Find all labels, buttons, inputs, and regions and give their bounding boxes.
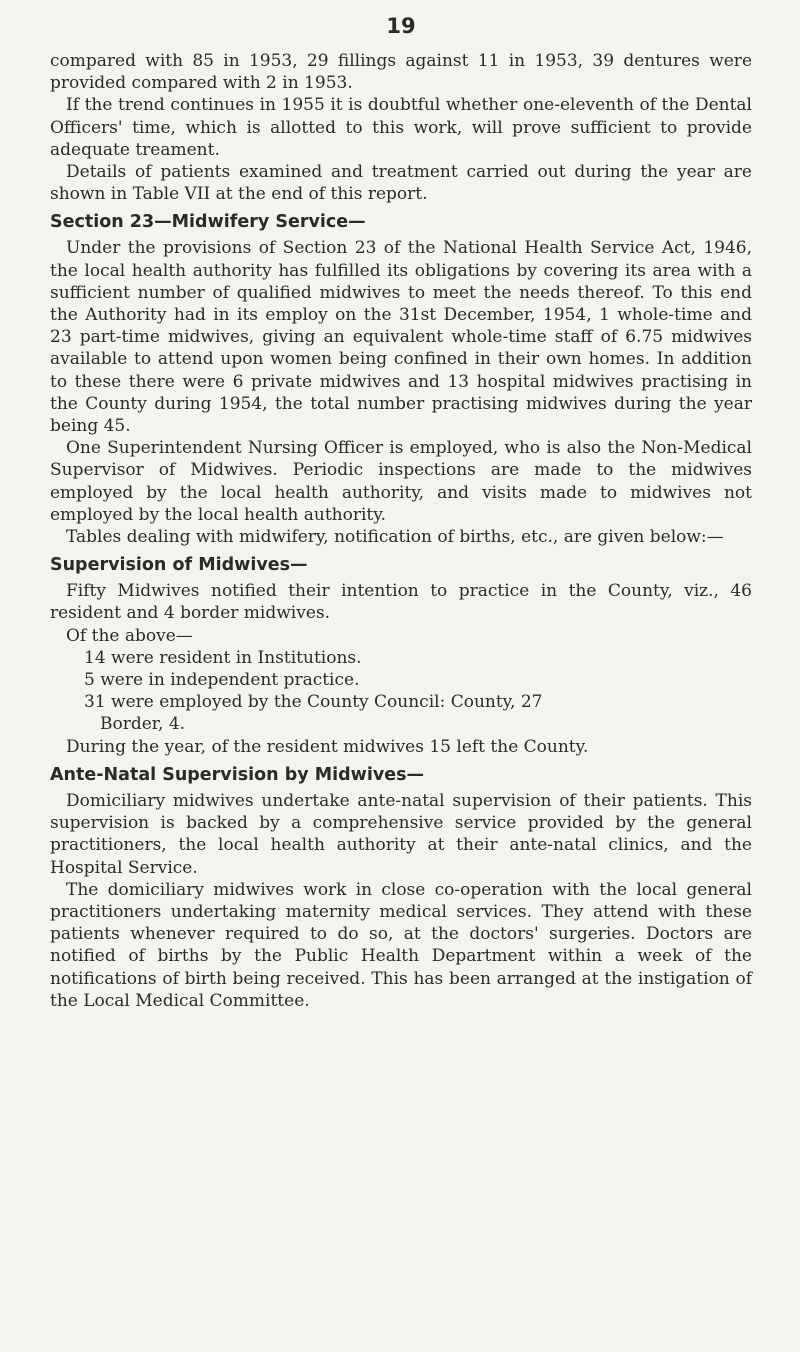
supervision-paragraph-2: Of the above— <box>66 625 193 646</box>
supervision-paragraph-1: Fifty Midwives notified their intention to practice in the County, viz., 46 resident and 4 border midwives. <box>50 581 752 624</box>
section-23-paragraph-1: Under the provisions of Section 23 of the National Health Service Act, 1946, the local health authority has fulfilled its obligations by covering its area with a sufficient number of qualified midwives to meet the needs thereof. To this end the Authority had in its employ on the 31st December, 1954, 1 whole-time and 23 part-time midwives, giving an equivalent whole-time staff of 6.75 midwives available to attend upon women being confined in their own homes. In addition to these there were 6 private midwives and 13 hospital midwives practising in the County during 1954, the total number practising midwives during the year being 45. <box>50 238 752 437</box>
section-23-heading: Section 23—Midwifery Service— <box>50 212 366 233</box>
supervision-body <box>50 580 752 758</box>
supervision-list-item-2: 5 were in independent practice. <box>84 670 360 691</box>
supervision-list-item-1: 14 were resident in Institutions. <box>84 647 362 668</box>
intro-paragraph-2: If the trend continues in 1955 it is doubtful whether one-eleventh of the Dental Officers' time, which is allotted to this work, will prove sufficient to provide adequate treament. <box>50 95 752 160</box>
section-23-paragraph-3: Tables dealing with midwifery, notification of births, etc., are given below:— <box>66 527 724 548</box>
section-23-paragraph-2: One Superintendent Nursing Officer is employed, who is also the Non-Medical Supervisor of Midwives. Periodic inspections are made to the midwives employed by the local health authority, and visits made to midwives not employed by the local health authority. <box>50 438 752 525</box>
supervision-heading: Supervision of Midwives— <box>50 555 308 576</box>
intro-section <box>50 50 752 205</box>
antenatal-body <box>50 790 752 1012</box>
supervision-paragraph-3: During the year, of the resident midwives 15 left the County. <box>66 736 589 757</box>
supervision-list-item-3-continued: Border, 4. <box>100 714 186 735</box>
intro-paragraph-1: compared with 85 in 1953, 29 fillings against 11 in 1953, 39 dentures were provided compared with 2 in 1953. <box>50 51 752 94</box>
intro-paragraph-3: Details of patients examined and treatment carried out during the year are shown in Table VII at the end of this report. <box>50 162 752 205</box>
antenatal-paragraph-1: Domiciliary midwives undertake ante-natal supervision of their patients. This supervision is backed by a comprehensive service provided by the general practitioners, the local health authority at their ante-natal clinics, and the Hospital Service. <box>50 790 752 878</box>
antenatal-heading: Ante-Natal Supervision by Midwives— <box>50 764 425 785</box>
antenatal-paragraph-2: The domiciliary midwives work in close co-operation with the local general practitioners undertaking maternity medical services. They attend with these patients whenever required to do so, at the doctors' surgeries. Doctors are notified of births by the Public Health Department within a week of the notifications of birth being received. This has been arranged at the instigation of the Local Medical Committee. <box>50 879 752 1011</box>
supervision-list-item-3: 31 were employed by the County Council: County, 27 <box>84 692 543 713</box>
section-23-body <box>50 237 752 548</box>
page-number: 19 <box>386 14 416 38</box>
